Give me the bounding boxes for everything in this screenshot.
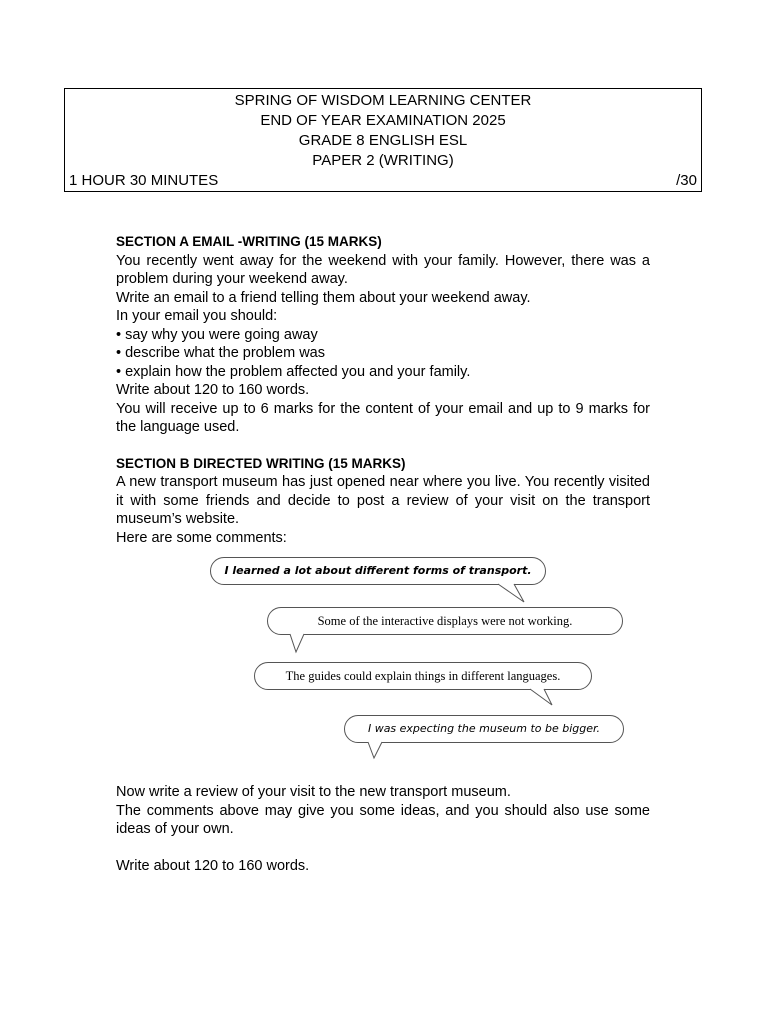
spacer bbox=[116, 839, 650, 857]
speech-tail-icon bbox=[284, 634, 314, 656]
exam-duration: 1 HOUR 30 MINUTES bbox=[69, 172, 219, 189]
section-b-intro: A new transport museum has just opened near where you live. You recently visited it with some friends and decide to post a review of your visit on the transport museum’s website. bbox=[116, 474, 650, 527]
exam-content bbox=[116, 233, 650, 875]
exam-title: END OF YEAR EXAMINATION 2025 bbox=[260, 112, 506, 129]
paper-title: PAPER 2 (WRITING) bbox=[312, 152, 454, 169]
section-a-title: SECTION A EMAIL -WRITING (15 MARKS) bbox=[116, 234, 382, 249]
section-a-task: Write an email to a friend telling them about your weekend away. bbox=[116, 289, 531, 306]
spacer bbox=[116, 437, 650, 455]
section-a-should: In your email you should: bbox=[116, 308, 278, 324]
section-a-word-count: Write about 120 to 160 words. bbox=[116, 382, 310, 398]
subject-title: GRADE 8 ENGLISH ESL bbox=[298, 132, 468, 149]
speech-bubble: Some of the interactive displays were not working. bbox=[267, 607, 623, 635]
school-name: SPRING OF WISDOM LEARNING CENTER bbox=[234, 92, 532, 109]
exam-header bbox=[64, 88, 702, 192]
total-marks: /30 bbox=[676, 172, 697, 189]
section-b-title: SECTION B DIRECTED WRITING (15 MARKS) bbox=[116, 455, 406, 471]
section-b-task: Now write a review of your visit to the new transport museum. bbox=[116, 784, 511, 800]
speech-bubble: I learned a lot about different forms of transport. bbox=[210, 557, 546, 585]
speech-tail-icon bbox=[498, 584, 528, 606]
speech-bubble: I was expecting the museum to be bigger. bbox=[344, 715, 624, 743]
comment-bubbles bbox=[112, 553, 650, 765]
section-a-marks: You will receive up to 6 marks for the content of your email and up to 9 marks for the language used. bbox=[116, 400, 650, 435]
section-b-word-count: Write about 120 to 160 words. bbox=[116, 857, 310, 874]
speech-bubble: The guides could explain things in different languages. bbox=[254, 662, 592, 690]
section-b-ideas: The comments above may give you some ideas, and you should also use some ideas of your own. bbox=[116, 802, 650, 837]
section-a-bullet: • say why you were going away bbox=[116, 326, 318, 343]
section-a-bullet: • describe what the problem was bbox=[116, 345, 325, 361]
header-footer-row bbox=[65, 171, 701, 191]
speech-tail-icon bbox=[364, 742, 394, 764]
section-a-bullet: • explain how the problem affected you and your family. bbox=[116, 363, 471, 380]
speech-tail-icon bbox=[530, 689, 560, 711]
spacer bbox=[116, 765, 650, 783]
section-a-intro: You recently went away for the weekend with your family. However, there was a problem during your weekend away. bbox=[116, 252, 650, 287]
section-b-comments-intro: Here are some comments: bbox=[116, 529, 287, 546]
